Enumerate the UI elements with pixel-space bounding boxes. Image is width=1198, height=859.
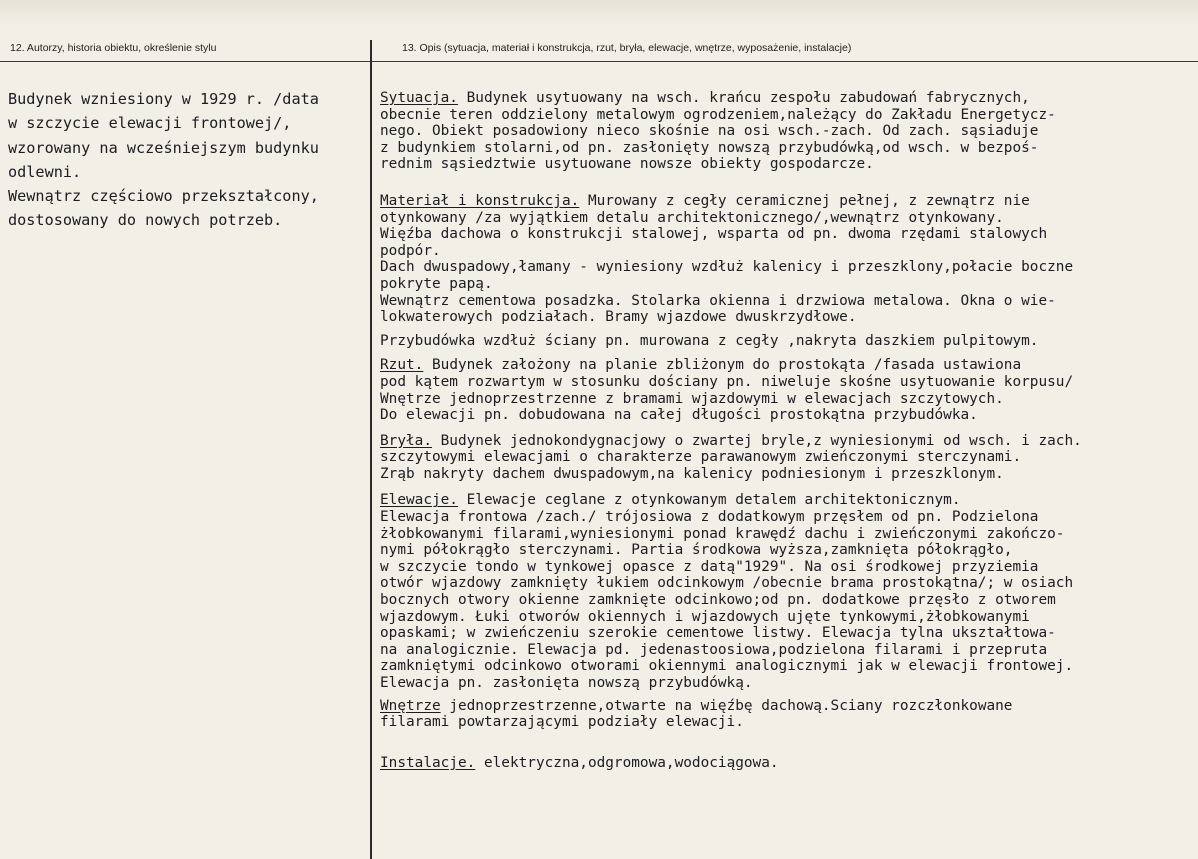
section-line: Wnętrze jednoprzestrzenne z bramami wjazdowymi w elewacjach szczytowych. <box>380 390 1004 407</box>
section-line: Elewacja pn. zasłonięta nowszą przybudówką. <box>380 675 753 691</box>
section-heading: Bryła. <box>380 432 432 449</box>
section-heading: Wnętrze <box>380 697 441 714</box>
section-line: jednoprzestrzenne,otwarte na więźbę dachową.Sciany rozczłonkowane <box>440 697 1013 714</box>
section-line: szczytowymi elewacjami o charakterze parawanowym zwieńczonymi sterczynami. <box>380 449 1022 466</box>
section-line: pokryte papą. <box>380 275 493 292</box>
section-line: filarami powtarzającymi podziały elewacji. <box>380 714 744 731</box>
history-line: wzorowany na wcześniejszym budynku <box>8 138 319 157</box>
header-field-13: 13. Opis (sytuacja, materiał i konstrukcja, rzut, bryła, elewacje, wnętrze, wyposażenie, instalacje) <box>402 42 852 54</box>
history-text <box>8 87 363 233</box>
section-line: bocznych otwory okienne zamknięte odcinkowo;od pn. dodatkowe przęsło z otworem <box>380 592 1056 609</box>
scan-top-band <box>0 0 1198 26</box>
section-line: nego. Obiekt posadowiony nieco skośnie na osi wsch.-zach. Od zach. sąsiaduje <box>380 123 1039 140</box>
section-line: Przybudówka wzdłuż ściany pn. murowana z cegły ,nakryta daszkiem pulpitowym. <box>380 332 1039 349</box>
section-line: zamkniętymi odcinkowo otworami okiennymi analogicznymi jak w elewacji frontowej. <box>380 658 1074 675</box>
section-line: Budynek usytuowany na wsch. krańcu zespołu zabudowań fabrycznych, <box>457 90 1030 106</box>
section-line: Zrąb nakryty dachem dwuspadowym,na kalenicy podniesionym i przeszklonym. <box>380 465 1004 482</box>
section-elewacje <box>380 492 1195 691</box>
header-rule <box>0 61 1198 62</box>
section-line: z budynkiem stolarni,od pn. zasłonięty nowszą przybudówką,od wsch. w bezpoś- <box>380 139 1039 156</box>
section-line: obecnie teren oddzielony metalowym ogrodzeniem,należący do Zakładu Energetycz- <box>380 106 1056 123</box>
section-line: Wewnątrz cementowa posadzka. Stolarka okienna i drzwiowa metalowa. Okna o wie- <box>380 292 1056 309</box>
history-line: w szczycie elewacji frontowej/, <box>8 114 292 133</box>
section-wnetrze <box>380 698 1195 731</box>
section-heading: Instalacje. <box>380 754 476 771</box>
section-line: wjazdowym. Łuki otworów okiennych i wjazdowych ujęte tynkowymi,żłobkowanymi <box>380 608 1030 625</box>
section-line: pod kątem rozwartym w stosunku dościany pn. niweluje skośne usytuowanie korpusu/ <box>380 373 1074 390</box>
section-line: nymi półokrągło sterczynami. Partia środkowa wyższa,zamknięta półokrągło, <box>380 542 1013 559</box>
section-line: Budynek jednokondygnacjowy o zwartej bryle,z wyniesionymi od wsch. i zach. <box>431 432 1082 449</box>
section-line: otynkowany /za wyjątkiem detalu architektonicznego/,wewnątrz otynkowany. <box>380 209 1004 226</box>
section-line: podpór. <box>380 242 441 259</box>
section-line: Więźba dachowa o konstrukcji stalowej, wsparta od pn. dwoma rzędami stalowych <box>380 226 1048 243</box>
section-heading: Rzut. <box>380 357 424 374</box>
section-bryla <box>380 433 1195 483</box>
section-material <box>380 193 1195 349</box>
history-line: odlewni. <box>8 162 82 181</box>
section-line: Dach dwuspadowy,łamany - wyniesiony wzdłuż kalenicy i przeszklony,połacie boczne <box>380 259 1074 276</box>
description-text <box>380 90 1195 771</box>
section-line: na analogicznie. Elewacja pd. jedenastoosiowa,podzielona filarami i przepruta <box>380 641 1048 658</box>
section-line: lokwaterowych podziałach. Bramy wjazdowe dwuskrzydłowe. <box>380 309 857 326</box>
section-line: Elewacja frontowa /zach./ trójosiowa z dodatkowym przęsłem od pn. Podzielona <box>380 509 1039 526</box>
history-line: dostosowany do nowych potrzeb. <box>8 211 283 230</box>
section-line: rednim sąsiedztwie usytuowane nowsze obiekty gospodarcze. <box>380 156 874 173</box>
section-rzut <box>380 357 1195 423</box>
section-line: otwór wjazdowy zamknięty łukiem odcinkowym /obecnie brama prostokątna/; w osiach <box>380 575 1074 592</box>
section-line: Murowany z cegły ceramicznej pełnej, z zewnątrz nie <box>579 192 1030 209</box>
section-line: Elewacje ceglane z otynkowanym detalem architektonicznym. <box>457 492 961 509</box>
section-line: Do elewacji pn. dobudowana na całej długości prostokątna przybudówka. <box>380 407 978 424</box>
section-instalacje <box>380 755 1195 772</box>
section-line: w szczycie tondo w tynkowej opasce z datą"1929". Na osi środkowej przyziemia <box>380 558 1039 575</box>
section-line: opaskami; w zwieńczeniu szerokie cementowe listwy. Elewacja tylna ukształtowa- <box>380 625 1056 642</box>
section-heading: Sytuacja. <box>380 90 458 106</box>
section-line: Budynek założony na planie zbliżonym do prostokąta /fasada ustawiona <box>423 357 1022 374</box>
section-line: żłobkowanymi filarami,wyniesionymi ponad krawędź dachu i zwieńczonymi zakończo- <box>380 525 1065 542</box>
history-line: Budynek wzniesiony w 1929 r. /data <box>8 90 319 108</box>
history-line: Wewnątrz częściowo przekształcony, <box>8 187 319 206</box>
column-divider <box>370 40 372 859</box>
header-field-12: 12. Autorzy, historia obiektu, określenie stylu <box>10 42 217 54</box>
section-sytuacja <box>380 90 1195 173</box>
section-line: elektryczna,odgromowa,wodociągowa. <box>475 754 779 771</box>
section-heading: Materiał i konstrukcja. <box>380 192 580 209</box>
section-heading: Elewacje. <box>380 492 458 509</box>
